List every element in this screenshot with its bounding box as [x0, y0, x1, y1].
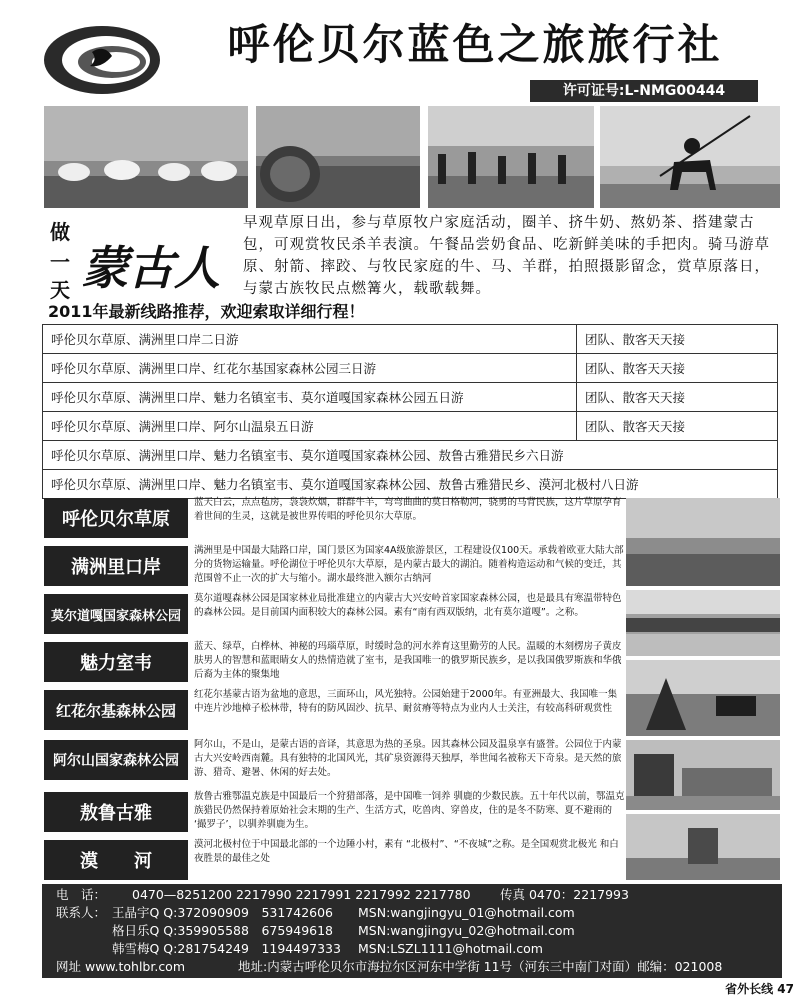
route-name: 呼伦贝尔草原、满洲里口岸二日游 [43, 325, 577, 354]
yurts-photo [44, 106, 248, 208]
contact-msn: MSN:LSZL1111@hotmail.com [358, 941, 543, 956]
destination-row [44, 738, 624, 784]
contact-panel [42, 884, 782, 978]
reindeer-photo [626, 660, 780, 736]
contact-qq: 王晶宇Q Q:372090909 531742606 [112, 905, 334, 920]
company-logo [42, 22, 164, 98]
destination-desc: 敖鲁古雅鄂温克族是中国最后一个狩猎部落，是中国唯一饲养 驯鹿的少数民族。五十年代以前，鄂温克族猎民仍然保持着原始社会末期的生产、生活方式，吃兽肉、穿兽皮，住的是冬不防寒、夏不避雨的 ‘撮罗子’，以驯养驯鹿为生。 [194, 791, 625, 830]
intro-heading [40, 212, 240, 304]
destination-row [44, 838, 624, 884]
haybale-photo [256, 106, 420, 208]
destination-name: 阿尔山国家森林公园 [44, 740, 188, 780]
table-row [43, 470, 778, 499]
website[interactable]: 网址 www.tohlbr.com [56, 959, 186, 974]
route-name: 呼伦贝尔草原、满洲里口岸、魅力名镇室韦、莫尔道嘎国家森林公园、敖鲁古雅猎民乡、漠河北极村八日游 [43, 470, 778, 499]
page-number: 省外长线 47 [725, 982, 794, 996]
destination-name: 呼伦贝尔草原 [44, 498, 188, 538]
phone-numbers: 0470—8251200 2217990 2217991 2217992 2217780 [132, 887, 471, 902]
destination-desc: 阿尔山，不是山，是蒙古语的音译，其意思为热的圣泉。因其森林公园及温泉享有盛誉。公园位于内蒙古大兴安岭西南麓。具有独特的北国风光，其矿泉资源得天独厚，举世闻名被称天下奇泉。是天然的旅游、猎奇、避暑、休闲的好去处。 [194, 739, 622, 778]
destination-desc: 红花尔基蒙古语为盆地的意思，三面环山，风光独特。公园始建于2000年。有亚洲最大、我国唯一集中连片沙地樟子松林带，特有的防风固沙、抗旱、耐贫瘠等特点为业内人士关注，有较高科研观赏性 [194, 689, 618, 714]
monument-photo [626, 814, 780, 880]
destination-row [44, 688, 624, 734]
destination-row [44, 544, 624, 590]
routes-table [42, 324, 778, 499]
contacts-label: 联系人： [56, 905, 107, 920]
route-name: 呼伦贝尔草原、满洲里口岸、魅力名镇室韦、莫尔道嘎国家森林公园、敖鲁古雅猎民乡六日游 [43, 441, 778, 470]
contact-qq: 韩雪梅Q Q:281754249 1194497333 [112, 941, 341, 956]
agency-title: 呼伦贝尔蓝色之旅旅行社 [227, 20, 723, 69]
destination-desc: 蓝天、绿草，白桦林、神秘的玛瑙草原，时缓时急的河水养育这里勤劳的人民。温暖的木刻楞房子黄皮肤男人的智慧和蓝眼睛女人的热情造就了室韦，是我国唯一的俄罗斯民族乡，是以我国俄罗斯族和华俄后裔为主体的聚集地 [194, 641, 622, 680]
fax-number: 传真 0470：2217993 [500, 887, 629, 902]
route-service: 团队、散客天天接 [577, 412, 778, 441]
contact-msn: MSN:wangjingyu_02@hotmail.com [358, 923, 575, 938]
destination-name: 莫尔道嘎国家森林公园 [44, 594, 188, 634]
table-row [43, 383, 778, 412]
destination-desc: 蓝天白云，点点毡房，袅袅炊烟，群群牛羊，弯弯曲曲的莫日格勒河，骁勇的马背民族，这片草原孕育着世间的生灵，这就是被世界传唱的呼伦贝尔大草原。 [194, 497, 622, 522]
phone-label: 电 话： [56, 887, 107, 902]
intro-heading-char: 一 [50, 250, 70, 274]
routes-heading: 2011年最新线路推荐，欢迎索取详细行程！ [48, 302, 365, 321]
contact-msn: MSN:wangjingyu_01@hotmail.com [358, 905, 575, 920]
table-row [43, 325, 778, 354]
destination-desc: 漠河北极村位于中国最北部的一个边陲小村，素有 “北极村”、“不夜城”之称。是全国观赏北极光 和白夜胜景的最佳之处 [194, 839, 619, 864]
destination-row [44, 640, 624, 686]
address: 地址:内蒙古呼伦贝尔市海拉尔区河东中学街 11号（河东三中南门对面）邮编：021008 [238, 959, 723, 974]
destination-desc: 满洲里是中国最大陆路口岸，国门景区为国家4A级旅游景区，工程建设仅100天。承载着欧亚大陆大部分的货物运输量。呼伦湖位于呼伦贝尔大草原，是内蒙古最大的湖泊。随着构造运动和气候的变迁，其范围曾不止一次的扩大与缩小。湖水最终泄入额尔古纳河 [194, 545, 624, 584]
destination-name: 漠 河 [44, 840, 188, 880]
table-row [43, 412, 778, 441]
destination-row [44, 790, 624, 836]
destination-name: 敖鲁古雅 [44, 792, 188, 832]
route-name: 呼伦贝尔草原、满洲里口岸、阿尔山温泉五日游 [43, 412, 577, 441]
license-number: 许可证号:L-NMG00444 [530, 80, 758, 102]
destination-desc: 莫尔道嘎森林公园是国家林业局批准建立的内蒙古大兴安岭首家国家森林公园，也是最具有寒温带特色的森林公园。是目前国内面积较大的森林公园。素有“南有西双版纳，北有莫尔道嘎”。之称。 [194, 593, 622, 618]
grassland-photo [626, 498, 780, 586]
intro-text: 早观草原日出，参与草原牧户家庭活动，圈羊、挤牛奶、熬奶茶、搭建蒙古包，可观赏牧民杀羊表演。午餐品尝奶食品、吃新鲜美味的手把肉。骑马游草原、射箭、摔跤、与牧民家庭的牛、马、羊群，拍照摄影留念，赏草原落日，与蒙古族牧民点燃篝火，载歌载舞。 [243, 215, 770, 297]
destination-row [44, 496, 624, 542]
table-row [43, 354, 778, 383]
route-name: 呼伦贝尔草原、满洲里口岸、魅力名镇室韦、莫尔道嘎国家森林公园五日游 [43, 383, 577, 412]
dancers-photo [428, 106, 594, 208]
intro-heading-char: 天 [50, 278, 70, 302]
destination-name: 魅力室韦 [44, 642, 188, 682]
destination-name: 满洲里口岸 [44, 546, 188, 586]
route-service: 团队、散客天天接 [577, 325, 778, 354]
intro-heading-big: 蒙古人 [82, 241, 220, 295]
table-row [43, 441, 778, 470]
building-photo [626, 740, 780, 810]
intro-heading-char: 做 [50, 220, 70, 244]
destination-row [44, 592, 624, 638]
destination-name: 红花尔基森林公园 [44, 690, 188, 730]
horseman-photo [600, 106, 780, 208]
route-name: 呼伦贝尔草原、满洲里口岸、红花尔基国家森林公园三日游 [43, 354, 577, 383]
route-service: 团队、散客天天接 [577, 383, 778, 412]
route-service: 团队、散客天天接 [577, 354, 778, 383]
contact-qq: 格日乐Q Q:359905588 675949618 [112, 923, 334, 938]
forest-lake-photo [626, 590, 780, 656]
